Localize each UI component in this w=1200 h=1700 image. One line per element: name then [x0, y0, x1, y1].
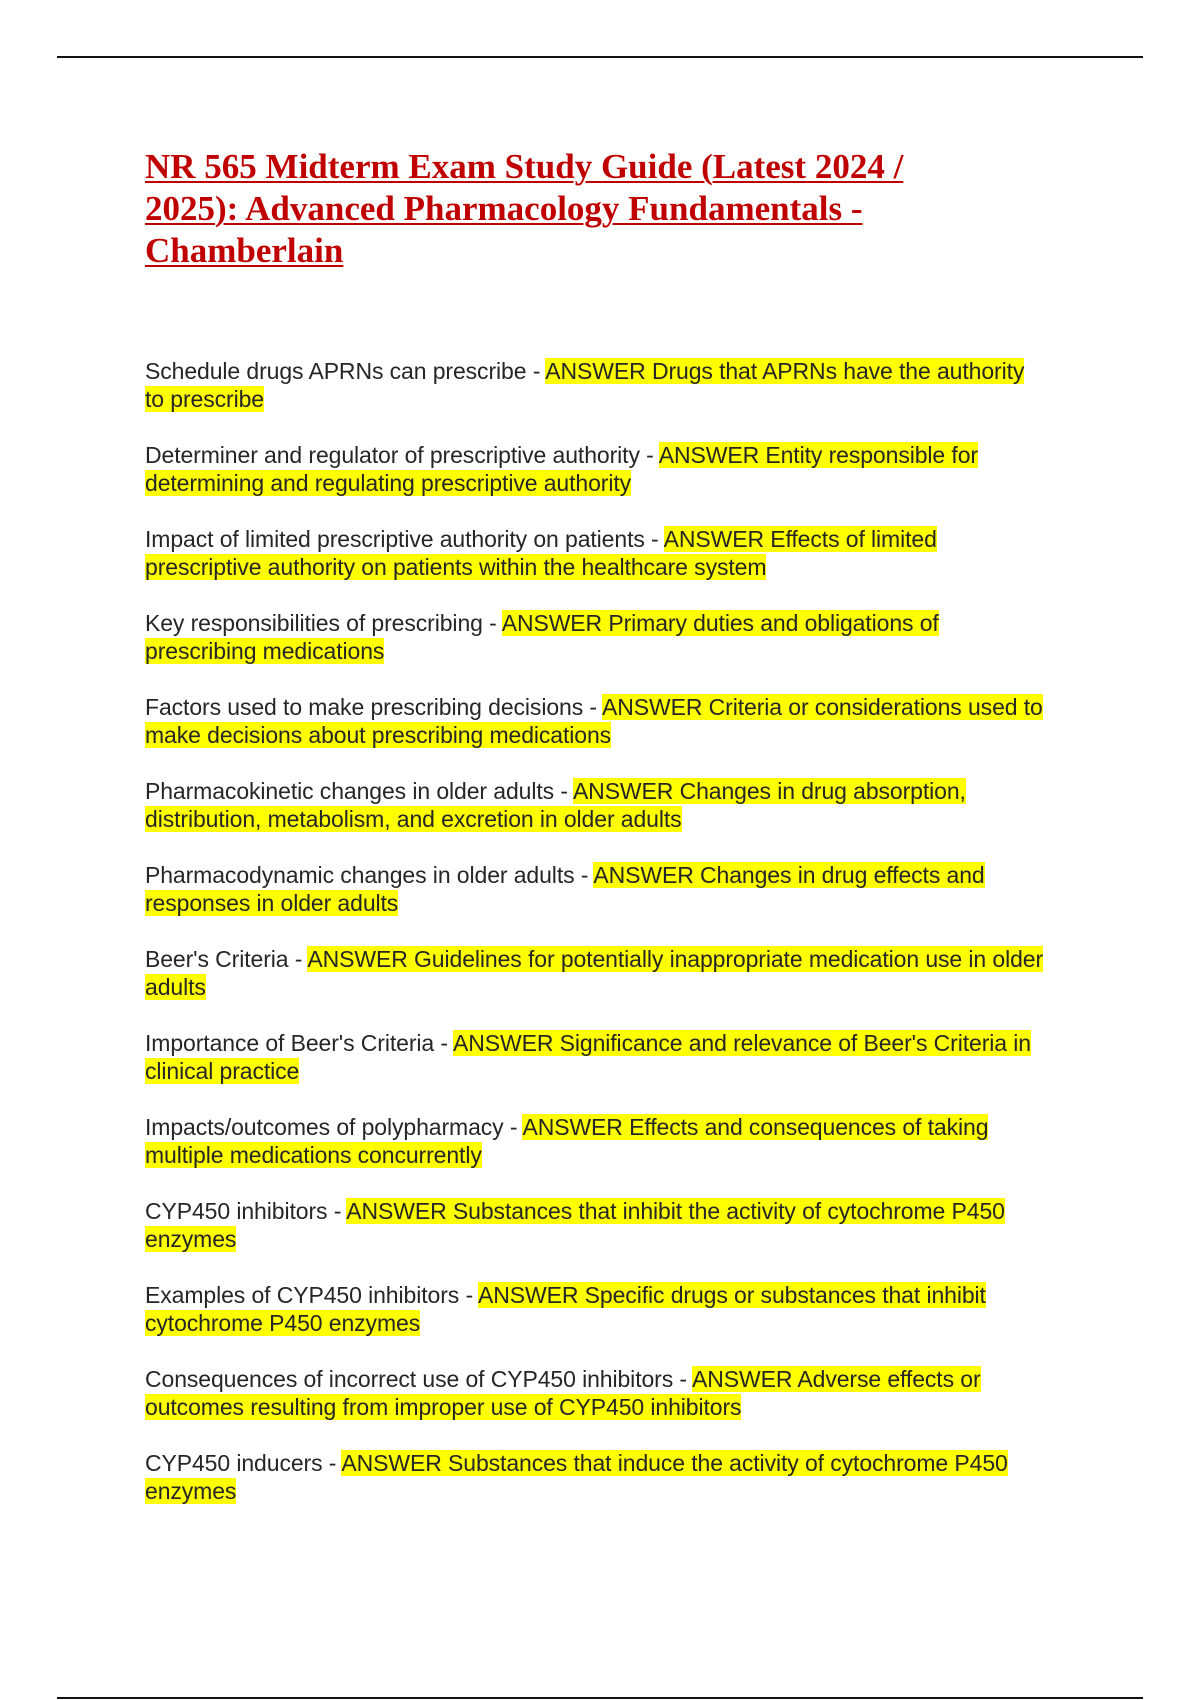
- qa-term: Factors used to make prescribing decisions: [145, 694, 584, 720]
- qa-item: [145, 693, 1045, 749]
- qa-separator: -: [503, 1114, 523, 1140]
- qa-item: [145, 945, 1045, 1001]
- qa-separator: -: [554, 778, 573, 804]
- qa-term: CYP450 inducers: [145, 1450, 323, 1476]
- qa-term: Examples of CYP450 inhibitors: [145, 1282, 460, 1308]
- qa-separator: -: [644, 526, 664, 552]
- qa-term: Impacts/outcomes of polypharmacy: [145, 1114, 504, 1140]
- qa-answer: ANSWER Substances that inhibit the activity of cytochrome P450 enzymes: [145, 1198, 1005, 1252]
- qa-item: [145, 777, 1045, 833]
- qa-term: CYP450 inhibitors: [145, 1198, 328, 1224]
- qa-item: [145, 609, 1045, 665]
- qa-term: Consequences of incorrect use of CYP450 inhibitors: [145, 1366, 674, 1392]
- qa-term: Impact of limited prescriptive authority on patients: [145, 526, 645, 552]
- qa-term: Pharmacokinetic changes in older adults: [145, 778, 555, 804]
- qa-separator: -: [673, 1366, 693, 1392]
- qa-answer: ANSWER Guidelines for potentially inappropriate medication use in older adults: [145, 946, 1044, 1000]
- qa-separator: -: [526, 358, 546, 384]
- qa-separator: -: [322, 1450, 342, 1476]
- document-title: NR 565 Midterm Exam Study Guide (Latest 2024 / 2025): Advanced Pharmacology Fundamentals - Chamberlain: [145, 147, 904, 270]
- qa-term: Importance of Beer's Criteria: [145, 1030, 435, 1056]
- qa-separator: -: [459, 1282, 479, 1308]
- qa-answer: ANSWER Adverse effects or outcomes resulting from improper use of CYP450 inhibitors: [145, 1366, 981, 1420]
- qa-separator: -: [434, 1030, 453, 1056]
- qa-item: [145, 357, 1045, 413]
- qa-answer: ANSWER Effects and consequences of taking multiple medications concurrently: [145, 1114, 989, 1168]
- qa-term: Pharmacodynamic changes in older adults: [145, 862, 575, 888]
- qa-item: [145, 1197, 1045, 1253]
- qa-answer: ANSWER Substances that induce the activity of cytochrome P450 enzymes: [145, 1450, 1008, 1504]
- qa-separator: -: [574, 862, 594, 888]
- qa-item: [145, 1449, 1045, 1505]
- qa-item: [145, 1281, 1045, 1337]
- qa-answer: ANSWER Effects of limited prescriptive authority on patients within the healthcare system: [145, 526, 937, 580]
- qa-separator: -: [482, 610, 502, 636]
- qa-list: [145, 357, 1045, 1533]
- qa-term: Beer's Criteria: [145, 946, 289, 972]
- qa-item: [145, 1113, 1045, 1169]
- qa-answer: ANSWER Significance and relevance of Beer's Criteria in clinical practice: [145, 1030, 1031, 1084]
- qa-item: [145, 525, 1045, 581]
- qa-item: [145, 441, 1045, 497]
- qa-answer: ANSWER Changes in drug effects and responses in older adults: [145, 862, 985, 916]
- qa-answer: ANSWER Changes in drug absorption, distribution, metabolism, and excretion in older adults: [145, 778, 966, 832]
- qa-separator: -: [288, 946, 308, 972]
- qa-separator: -: [327, 1198, 347, 1224]
- qa-item: [145, 1029, 1045, 1085]
- qa-term: Key responsibilities of prescribing: [145, 610, 483, 636]
- qa-answer: ANSWER Drugs that APRNs have the authority to prescribe: [145, 358, 1025, 412]
- qa-term: Schedule drugs APRNs can prescribe: [145, 358, 527, 384]
- qa-item: [145, 861, 1045, 917]
- qa-item: [145, 1365, 1045, 1421]
- qa-answer: ANSWER Criteria or considerations used to make decisions about prescribing medications: [145, 694, 1043, 748]
- qa-term: Determiner and regulator of prescriptive authority: [145, 442, 640, 468]
- qa-separator: -: [583, 694, 602, 720]
- qa-answer: ANSWER Primary duties and obligations of prescribing medications: [145, 610, 939, 664]
- qa-separator: -: [639, 442, 659, 468]
- footer-rule: [57, 1697, 1143, 1699]
- qa-answer: ANSWER Specific drugs or substances that inhibit cytochrome P450 enzymes: [145, 1282, 986, 1336]
- header-rule: [57, 56, 1143, 58]
- qa-answer: ANSWER Entity responsible for determining and regulating prescriptive authority: [145, 442, 978, 496]
